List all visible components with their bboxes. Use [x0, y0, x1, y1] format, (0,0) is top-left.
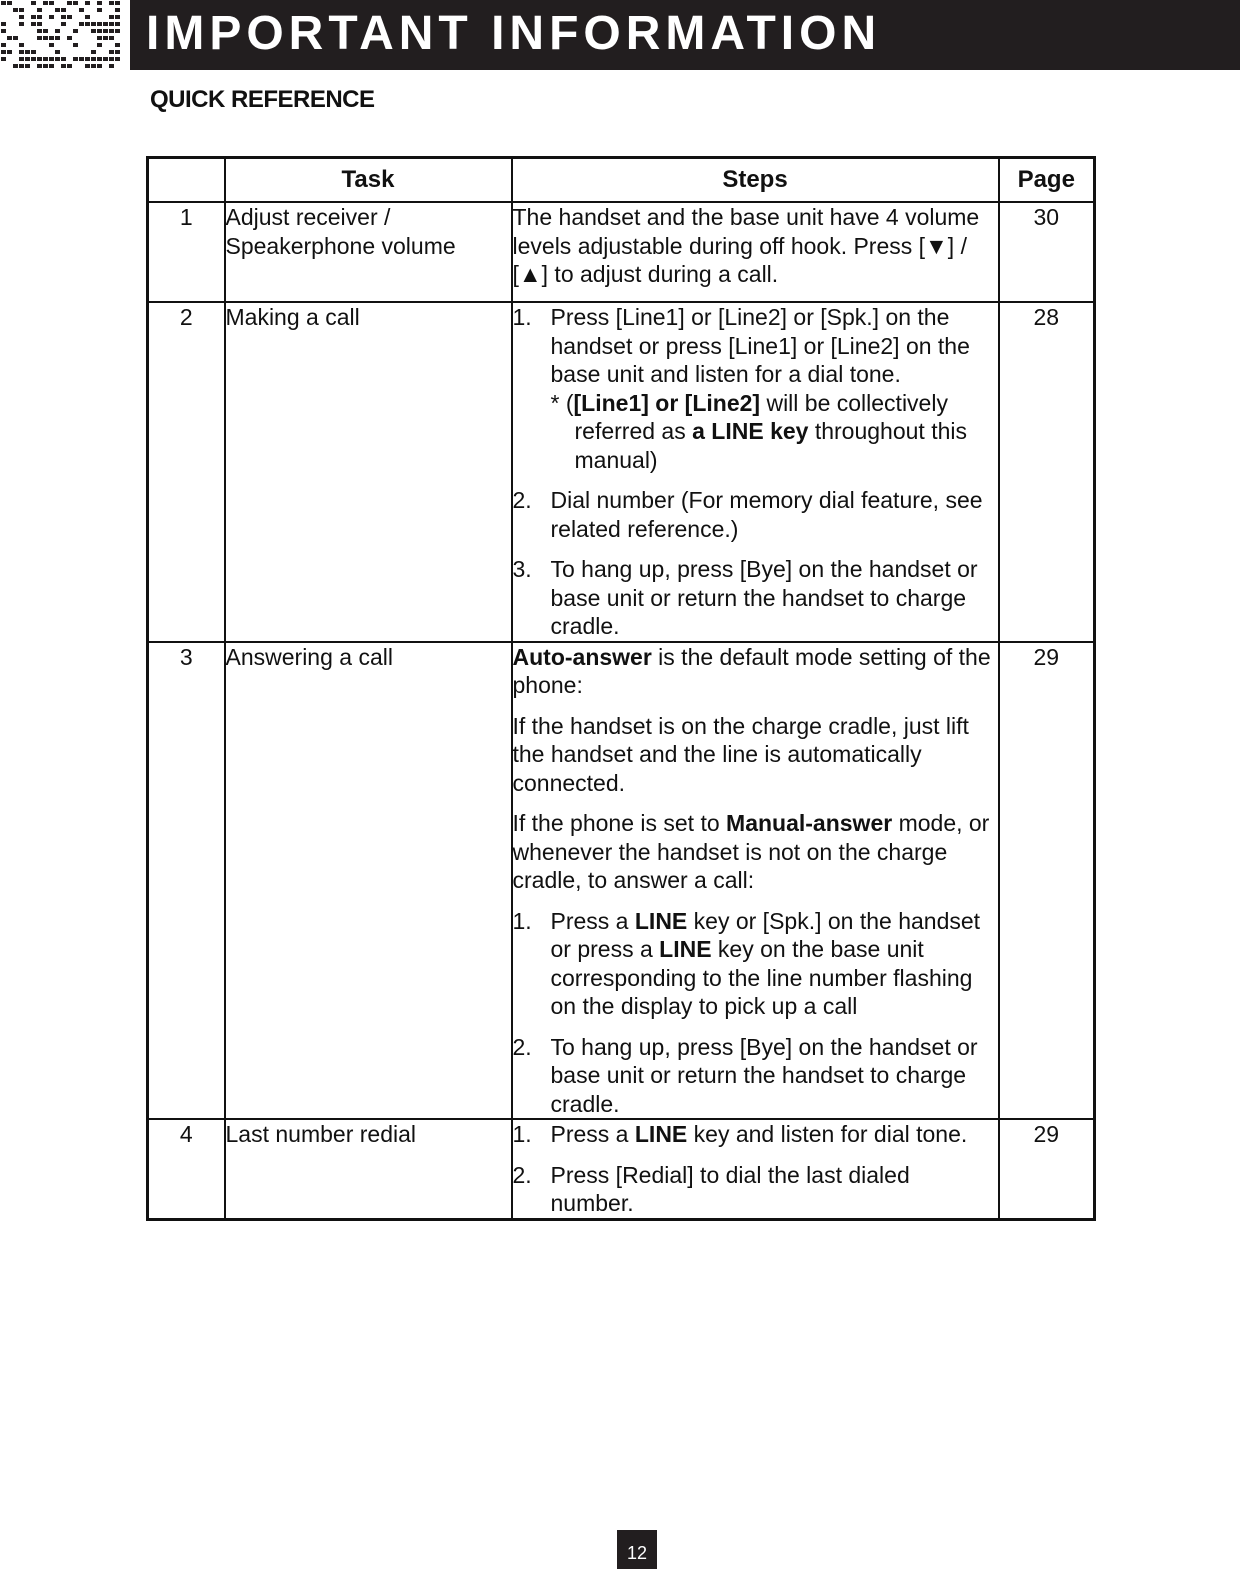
steps-text: The handset and the base unit have 4 volume levels adjustable during off hook. Press [▼] / [▲] to adjust during a call. [512, 204, 980, 287]
row-number: 2 [148, 302, 225, 642]
row-number: 1 [148, 202, 225, 302]
step-item [513, 1161, 998, 1218]
quick-reference-table [146, 156, 1096, 1221]
step-note: * ([Line1] or [Line2] will be collectively referred as a LINE key throughout this manual) [550, 389, 968, 473]
row-page: 29 [999, 642, 1095, 1120]
row-steps [512, 1119, 999, 1219]
step-item [513, 486, 998, 543]
row-page: 30 [999, 202, 1095, 302]
row-task: Adjust receiver / Speakerphone volume [225, 202, 512, 302]
row-number: 4 [148, 1119, 225, 1219]
row-steps [512, 642, 999, 1120]
header-pattern-decoration [0, 0, 124, 70]
step-number: 1. [512, 1121, 532, 1147]
row-task: Making a call [225, 302, 512, 642]
row-page: 29 [999, 1119, 1095, 1219]
step-text: To hang up, press [Bye] on the handset or base unit or return the handset to charge cradle. [550, 556, 978, 639]
row-steps [512, 202, 999, 302]
section-title: QUICK REFERENCE [150, 86, 375, 113]
table-header-row [148, 158, 1095, 203]
step-item [513, 1120, 998, 1149]
step-number: 1. [512, 907, 532, 934]
step-item [513, 1033, 998, 1119]
step-item [513, 907, 998, 1021]
step-number: 1. [512, 304, 532, 330]
row-task: Answering a call [225, 642, 512, 1120]
row-page: 28 [999, 302, 1095, 642]
row-steps [512, 302, 999, 642]
table-row [148, 642, 1095, 1120]
step-text: Press [Line1] or [Line2] or [Spk.] on the handset or press [Line1] or [Line2] on the base unit and listen for a dial tone. [550, 304, 970, 387]
header-steps: Steps [512, 158, 999, 203]
table-row [148, 302, 1095, 642]
header-number [148, 158, 225, 203]
table-row [148, 202, 1095, 302]
steps-paragraph: If the handset is on the charge cradle, just lift the handset and the line is automatically connected. [512, 712, 969, 796]
page-title: IMPORTANT INFORMATION [146, 7, 882, 60]
header-page: Page [999, 158, 1095, 203]
step-number: 2. [512, 1161, 532, 1188]
steps-paragraph: Auto-answer is the default mode setting of the phone: [512, 643, 991, 698]
step-text: Press a LINE key or [Spk.] on the handset or press a LINE key on the base unit corresponding to the line number flashing on the display to pick up a call [550, 907, 981, 1019]
header-task: Task [225, 158, 512, 203]
step-number: 2. [512, 1033, 532, 1060]
step-number: 3. [512, 556, 532, 582]
step-text: Dial number (For memory dial feature, see related reference.) [550, 487, 983, 542]
step-text: Press [Redial] to dial the last dialed number. [550, 1161, 910, 1216]
header-banner [130, 0, 1240, 70]
step-item [513, 555, 998, 641]
row-number: 3 [148, 642, 225, 1120]
table-row [148, 1119, 1095, 1219]
step-text: To hang up, press [Bye] on the handset or base unit or return the handset to charge cradle. [550, 1033, 978, 1117]
step-text: Press a LINE key and listen for dial tone. [550, 1121, 968, 1147]
steps-paragraph: If the phone is set to Manual-answer mode, or whenever the handset is not on the charge cradle, to answer a call: [512, 810, 990, 893]
page-number: 12 [617, 1530, 657, 1569]
step-item [513, 303, 998, 474]
row-task: Last number redial [225, 1119, 512, 1219]
step-number: 2. [512, 487, 532, 513]
